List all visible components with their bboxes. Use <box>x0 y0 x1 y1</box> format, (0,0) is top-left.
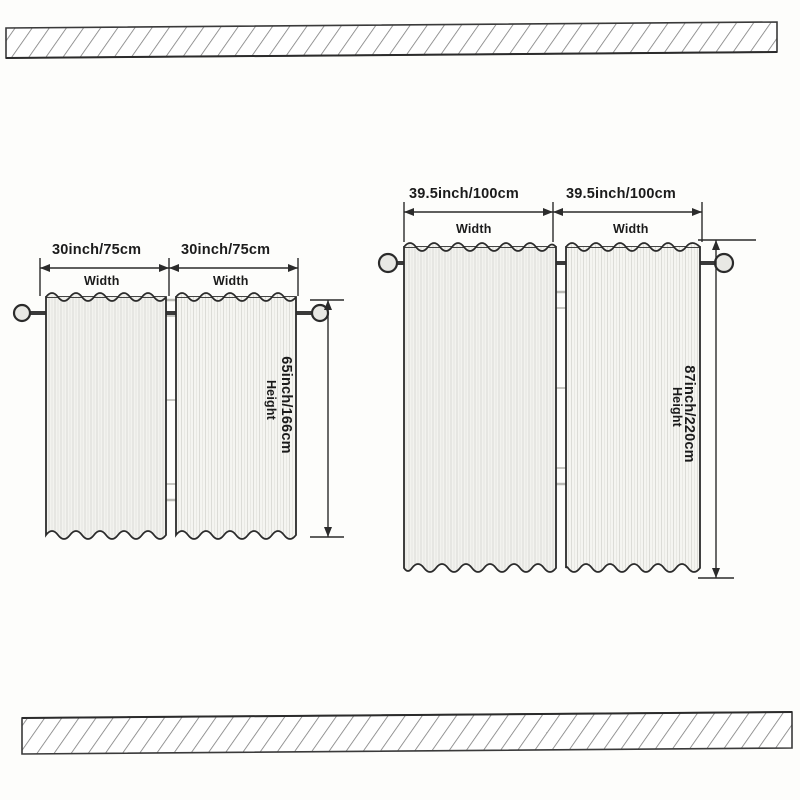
left-height-label: Height <box>264 379 278 421</box>
left-width-right-label: Width <box>213 274 249 288</box>
right-panel-a <box>404 243 556 572</box>
right-height-value: 87inch/220cm <box>681 365 697 463</box>
left-width-left-value: 30inch/75cm <box>52 242 142 258</box>
right-width-right-value: 39.5inch/100cm <box>566 186 677 202</box>
left-height-dimension-line <box>310 300 344 537</box>
left-curtain-group <box>14 258 344 539</box>
left-width-left-label: Width <box>84 274 120 288</box>
right-width-dimension-lines <box>404 202 702 242</box>
right-width-left-value: 39.5inch/100cm <box>409 186 520 202</box>
right-width-left-label: Width <box>456 222 492 236</box>
right-height-label: Height <box>670 386 684 428</box>
right-curtain-group <box>379 202 756 578</box>
left-panel-a <box>46 293 166 539</box>
left-width-right-value: 30inch/75cm <box>181 242 271 258</box>
hatched-band-bottom <box>22 712 792 754</box>
left-height-value: 65inch/166cm <box>278 356 294 454</box>
right-width-right-label-alt: Width <box>613 222 649 236</box>
right-height-dimension-line <box>698 240 756 578</box>
left-width-dimension-lines <box>40 258 298 296</box>
hatched-band-top <box>6 22 777 58</box>
